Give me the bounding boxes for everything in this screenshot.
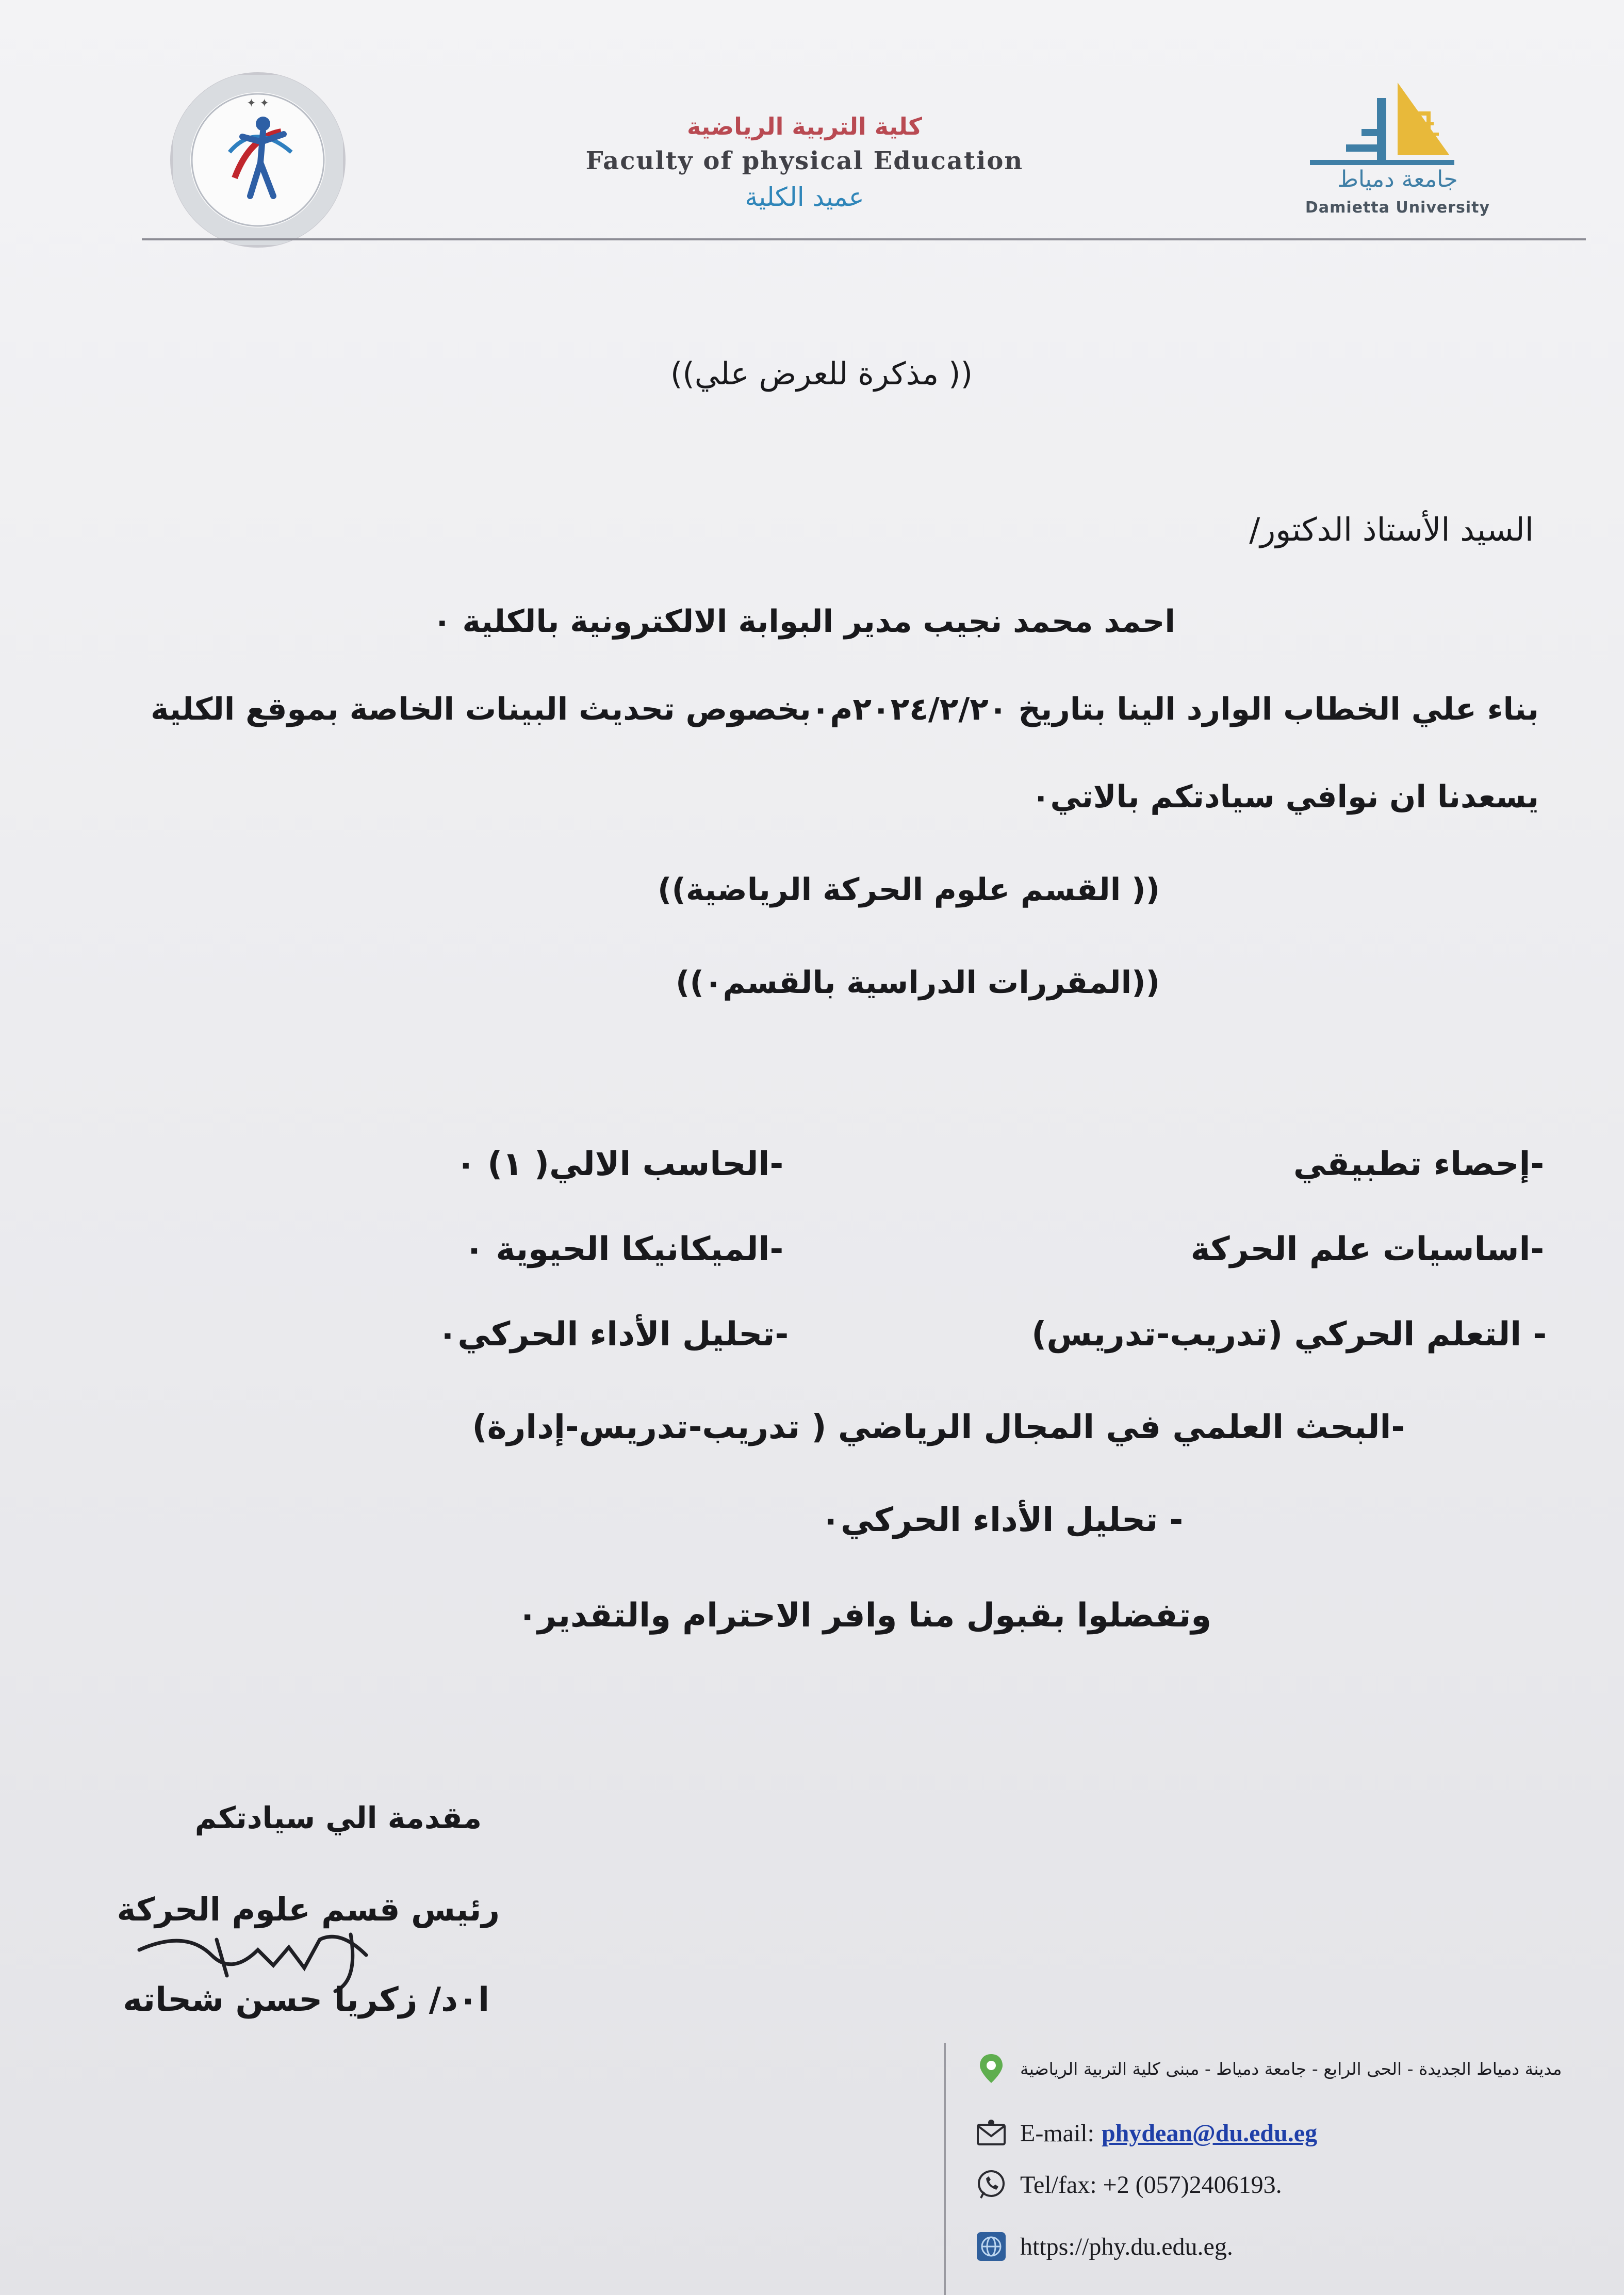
university-name-english: Damietta University — [1305, 199, 1490, 217]
email-label: E-mail: — [1020, 2119, 1094, 2147]
faculty-name-english: Faculty of physical Education — [585, 147, 1024, 175]
intro-line-2: يسعدنا ان نوافي سيادتكم بالاتي٠ — [1031, 779, 1539, 815]
header-divider — [142, 238, 1586, 240]
course-item: -البحث العلمي في المجال الرياضي ( تدريب-تدريس-إدارة) — [472, 1408, 1405, 1446]
phone-fax: Tel/fax: +2 (057)2406193. — [1020, 2171, 1282, 2199]
footer-address: مدينة دمياط الجديدة - الحى الرابع - جامعة دمياط - مبنى كلية التربية الرياضية — [1020, 2058, 1562, 2079]
whatsapp-phone-icon — [975, 2168, 1008, 2201]
location-pin-icon — [975, 2052, 1008, 2085]
addressee: احمد محمد نجيب مدير البوابة الالكترونية بالكلية ٠ — [433, 604, 1175, 640]
email-link[interactable]: phydean@du.edu.eg — [1101, 2119, 1318, 2147]
course-item: - التعلم الحركي (تدريب-تدريس) — [1031, 1315, 1547, 1354]
university-name-arabic: جامعة دمياط — [1337, 166, 1458, 192]
footer-phone-row — [975, 2167, 1282, 2203]
footer-divider — [944, 2043, 946, 2295]
svg-text:✦ ✦: ✦ ✦ — [247, 97, 269, 110]
intro-line-1: بناء علي الخطاب الوارد الينا بتاريخ ٢٠٢٤/٢/٢٠م٠بخصوص تحديث البينات الخاصة بموقع الكلية — [150, 691, 1539, 727]
envelope-icon — [975, 2117, 1008, 2150]
closing-line: وتفضلوا بقبول منا وافر الاحترام والتقدير٠ — [517, 1597, 1211, 1635]
department-heading: (( القسم علوم الحركة الرياضية)) — [658, 872, 1160, 908]
globe-icon — [975, 2230, 1008, 2263]
memo-title: (( مذكرة للعرض علي)) — [670, 356, 973, 392]
dean-office-label: عميد الكلية — [745, 182, 864, 212]
footer-address-row — [975, 2050, 1562, 2087]
footer-email-row — [975, 2115, 1317, 2151]
website-link[interactable]: https://phy.du.edu.eg. — [1020, 2233, 1233, 2260]
faculty-seal-logo — [170, 72, 346, 248]
salutation: السيد الأستاذ الدكتور/ — [1249, 511, 1534, 548]
course-item: -تحليل الأداء الحركي٠ — [437, 1315, 789, 1354]
footer-website-row — [975, 2228, 1233, 2265]
course-item: -إحصاء تطبيقي — [1293, 1145, 1544, 1183]
course-item: -الميكانيكا الحيوية ٠ — [464, 1230, 783, 1268]
letterhead-center — [572, 111, 1037, 214]
faculty-name-arabic: كلية التربية الرياضية — [687, 112, 922, 140]
submitted-to: مقدمة الي سيادتكم — [194, 1800, 482, 1835]
courses-heading: ((المقررات الدراسية بالقسم٠)) — [676, 965, 1160, 1001]
signer-position: رئيس قسم علوم الحركة — [117, 1891, 500, 1928]
course-item: -الحاسب الالي( ١) ٠ — [455, 1145, 783, 1183]
course-item: -اساسيات علم الحركة — [1190, 1230, 1544, 1268]
signer-name: ا٠د/ زكريا حسن شحاته — [123, 1981, 489, 2019]
course-item: - تحليل الأداء الحركي٠ — [821, 1501, 1183, 1539]
